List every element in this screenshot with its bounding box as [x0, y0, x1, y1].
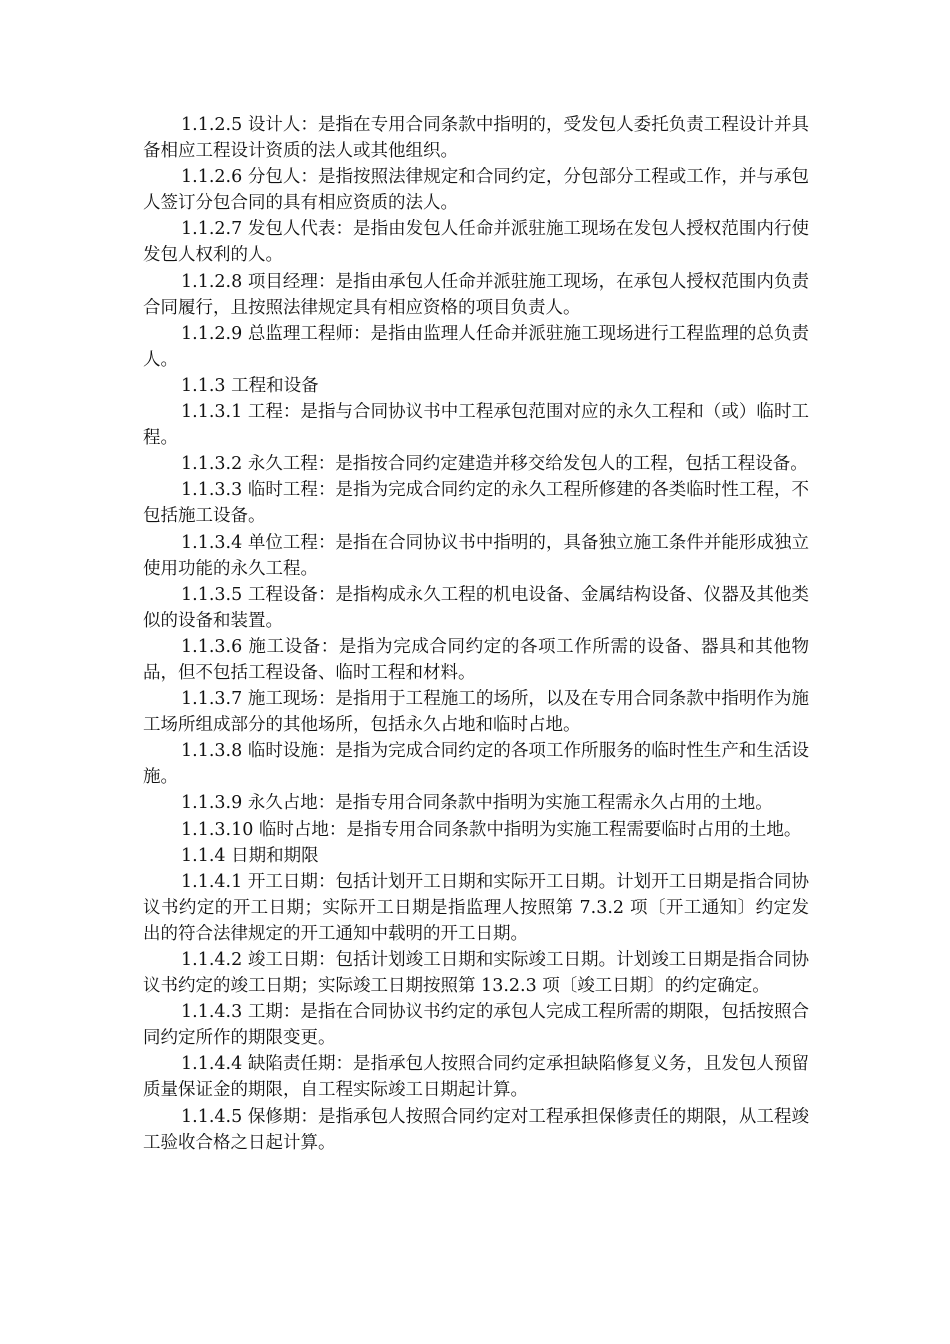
- document-page: [143, 112, 809, 1156]
- clause-1-1-4-2: 1.1.4.2 竣工日期：包括计划竣工日期和实际竣工日期。计划竣工日期是指合同协议书约定的竣工日期；实际竣工日期按照第 13.2.3 项〔竣工日期〕的约定确定。: [143, 950, 809, 997]
- clause-1-1-3-2: 1.1.3.2 永久工程：是指按合同约定建造并移交给发包人的工程，包括工程设备。: [181, 454, 808, 475]
- clause-1-1-3-8: 1.1.3.8 临时设施：是指为完成合同约定的各项工作所服务的临时性生产和生活设施。: [143, 741, 809, 788]
- clause-1-1-4-1: 1.1.4.1 开工日期：包括计划开工日期和实际开工日期。计划开工日期是指合同协议书约定的开工日期；实际开工日期是指监理人按照第 7.3.2 项〔开工通知〕约定发出的符合法律规定的开工通知中载明的开工日期。: [143, 871, 809, 944]
- clause-1-1-2-9: 1.1.2.9 总监理工程师：是指由监理人任命并派驻施工现场进行工程监理的总负责人。: [143, 323, 809, 370]
- clause-1-1-3-4: 1.1.3.4 单位工程：是指在合同协议书中指明的，具备独立施工条件并能形成独立使用功能的永久工程。: [143, 532, 809, 579]
- clause-1-1-2-6: 1.1.2.6 分包人：是指按照法律规定和合同约定，分包部分工程或工作，并与承包人签订分包合同的具有相应资质的法人。: [143, 167, 809, 214]
- clause-1-1-3-7: 1.1.3.7 施工现场：是指用于工程施工的场所，以及在专用合同条款中指明作为施工场所组成部分的其他场所，包括永久占地和临时占地。: [143, 689, 809, 736]
- clause-1-1-2-7: 1.1.2.7 发包人代表：是指由发包人任命并派驻施工现场在发包人授权范围内行使发包人权利的人。: [143, 219, 809, 266]
- clause-1-1-4-4: 1.1.4.4 缺陷责任期：是指承包人按照合同约定承担缺陷修复义务，且发包人预留质量保证金的期限，自工程实际竣工日期起计算。: [143, 1054, 809, 1101]
- clause-1-1-3-5: 1.1.3.5 工程设备：是指构成永久工程的机电设备、金属结构设备、仪器及其他类似的设备和装置。: [143, 584, 809, 631]
- clause-1-1-2-5: 1.1.2.5 设计人：是指在专用合同条款中指明的，受发包人委托负责工程设计并具备相应工程设计资质的法人或其他组织。: [143, 115, 809, 162]
- clause-1-1-3-10: 1.1.3.10 临时占地：是指专用合同条款中指明为实施工程需要临时占用的土地。: [181, 819, 802, 840]
- clause-1-1-2-8: 1.1.2.8 项目经理：是指由承包人任命并派驻施工现场，在承包人授权范围内负责合同履行，且按照法律规定具有相应资格的项目负责人。: [143, 271, 809, 318]
- clause-1-1-3-6: 1.1.3.6 施工设备：是指为完成合同约定的各项工作所需的设备、器具和其他物品，但不包括工程设备、临时工程和材料。: [143, 636, 809, 683]
- clause-1-1-3-9: 1.1.3.9 永久占地：是指专用合同条款中指明为实施工程需永久占用的土地。: [181, 793, 773, 814]
- clause-1-1-3-1: 1.1.3.1 工程：是指与合同协议书中工程承包范围对应的永久工程和（或）临时工程。: [143, 402, 809, 449]
- clause-1-1-3-3: 1.1.3.3 临时工程：是指为完成合同约定的永久工程所修建的各类临时性工程，不包括施工设备。: [143, 480, 809, 527]
- clause-1-1-4-5: 1.1.4.5 保修期：是指承包人按照合同约定对工程承担保修责任的期限，从工程竣工验收合格之日起计算。: [143, 1106, 809, 1153]
- section-heading-1-1-3: 1.1.3 工程和设备: [181, 375, 319, 396]
- section-heading-1-1-4: 1.1.4 日期和期限: [181, 845, 319, 866]
- clause-1-1-4-3: 1.1.4.3 工期：是指在合同协议书约定的承包人完成工程所需的期限，包括按照合同约定所作的期限变更。: [143, 1002, 809, 1049]
